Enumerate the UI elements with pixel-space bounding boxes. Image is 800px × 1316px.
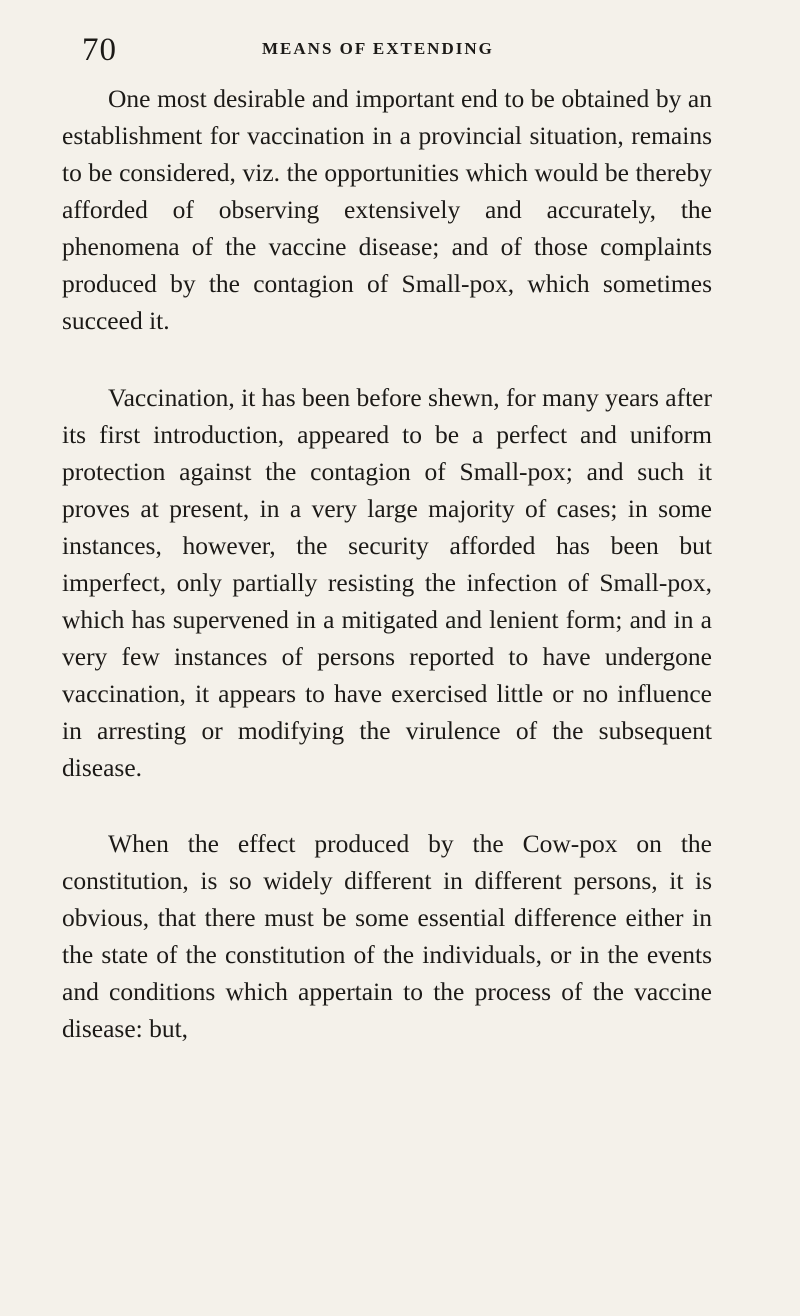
body-text bbox=[62, 80, 712, 1047]
paragraph-3: When the effect produced by the Cow-pox on the constitution, is so widely different in different persons, it is obvious, that there must be some essential difference either in the state of the constitution of the individuals, or in the events and conditions which appertain to the process of the vaccine disease: but, bbox=[62, 829, 712, 1043]
page-header bbox=[82, 30, 722, 70]
page-number: 70 bbox=[82, 32, 117, 68]
paragraph-1: One most desirable and important end to be obtained by an establishment for vaccination in a provincial situation, remains to be considered, viz. the opportunities which would be thereby afforded of observing extensively and accurately, the phenomena of the vaccine disease; and of those complaints produced by the contagion of Small-pox, which sometimes succeed it. bbox=[62, 84, 712, 335]
paragraph-2: Vaccination, it has been before shewn, for many years after its first introduction, appeared to be a perfect and uniform protection against the contagion of Small-pox; and such it proves at present, in a very large majority of cases; in some instances, however, the security afforded has been but imperfect, only partially resisting the infection of Small-pox, which has supervened in a mitigated and lenient form; and in a very few instances of persons reported to have undergone vaccination, it appears to have exercised little or no influence in arresting or modifying the virulence of the subsequent disease. bbox=[62, 383, 712, 782]
running-head: MEANS OF EXTENDING bbox=[262, 39, 494, 58]
